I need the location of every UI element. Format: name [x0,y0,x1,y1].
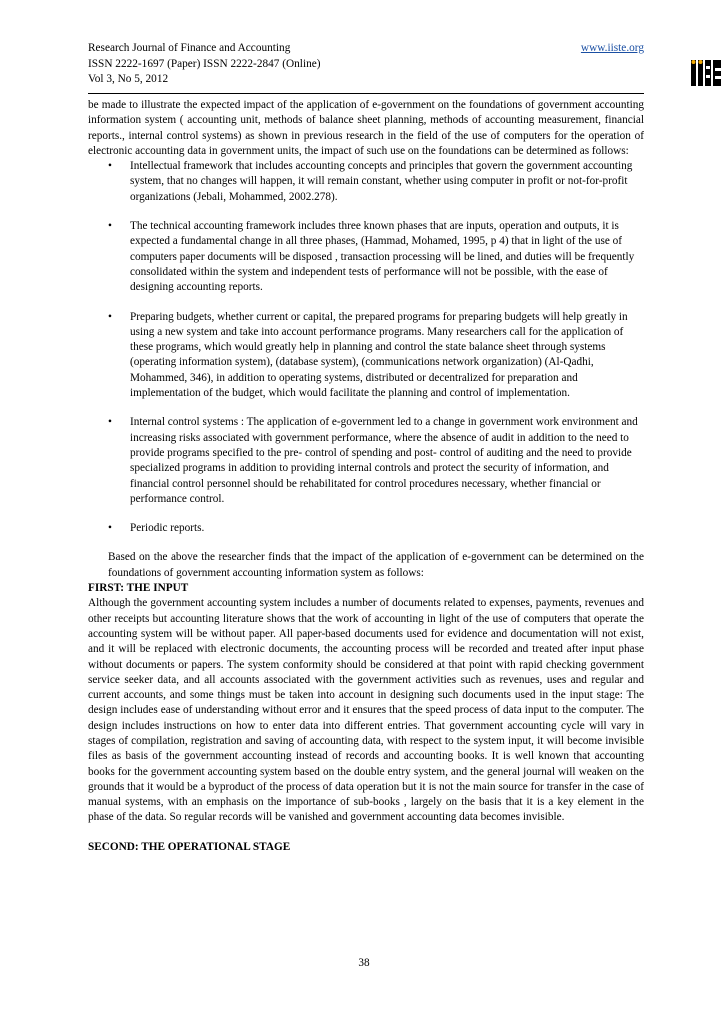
input-section-paragraph: Although the government accounting system includes a number of documents related to expenses, payments, revenues and other receipts but accounting literature shows that the work of accounting in light of the use of computers that operate the accounting system will be without paper. All paper-based documents used for evidence and documentation will not exist, and it will be replaced with electronic documents, the accounting process will be recorded and treated after input phase without documents or papers. The system conformity should be considered at that point with rapid checking government service seeker data, and all accounts associated with the government activities such as revenues, uses and regular and current accounts, and some things must be taken into account in designing such documents used in the input stage: The design includes ease of understanding without error and it ensures that the speed process of data input to the computer. The design includes instructions on how to enter data into different entries. That government accounting cycle will vary in stages of compilation, registration and saving of accounting data, with respect to the system input, it will become invisible files as basis of the government accounting instead of records and accounting books. It is well known that accounting books for the government accounting system based on the double entry system, and the general journal will weaken on the grounds that it would be a byproduct of the process of data operation but it is not the main source for transfer in the case of manual systems, with an emphasis on the importance of sub-books , largely on the basis that it is a key element in the phase of the data. So regular records will be vanished and government accounting data becomes invisible. [88,597,644,824]
section-heading-input: FIRST: THE INPUT [88,582,189,595]
bullet-icon: • [108,220,112,233]
page-number: 38 [358,957,370,969]
list-item: • The technical accounting framework includes three known phases that are inputs, operation and outputs, it is expected a fundamental change in all three phases, (Hammad, Mohamed, 1995, p 4) that in light of the use of computers paper documents will be disposed , transaction processing will be lined, and duties will be frequently consolidated within the system and independent tests of performance will not be possible, with the ease of designing accounting reports. [108,220,635,294]
article-body [88,98,644,855]
bullet-icon: • [108,522,112,535]
list-item: • Intellectual framework that includes accounting concepts and principles that govern the government accounting system, that no changes will happen, it will remain constant, whether using computer in profit or not-for-profit organizations (Jebali, Mohammed, 2002.278). [108,160,633,203]
header-rule [88,93,644,94]
list-item: • Internal control systems : The application of e-government led to a change in government work environment and increasing risks associated with government performance, where the absence of audit in addition to the need to provide programs specified to the pre- control of spending and post- control of auditing and the need to provide specialized programs in addition to providing internal controls and protect the security of information, and financial control personnel should be rehabilitated for control procedures necessary, whether financial or performance control. [108,416,638,505]
journal-title: Research Journal of Finance and Accounting [88,42,291,54]
list-item: • Periodic reports. [88,521,644,536]
bullet-icon: • [108,160,112,173]
volume-line: Vol 3, No 5, 2012 [88,73,169,85]
bullet-list [88,159,644,536]
intro-paragraph: be made to illustrate the expected impact of the application of e-government on the foundations of government accounting information system ( accounting unit, methods of balance sheet planning, methods of accounting measurement, financial reports., internal control systems) as shown in previous research in the field of the use of computers for the operation of electronic accounting data in government units, the impact of such use on the foundations can be determined as follows: [88,99,644,157]
bullet-icon: • [108,310,112,323]
journal-header [88,41,644,88]
svg-text:IISTE: IISTE [706,74,709,75]
website-link[interactable]: www.iiste.org [580,42,644,54]
iiste-logo [690,58,722,88]
conclusion-paragraph: Based on the above the researcher finds that the impact of the application of e-government can be determined on the foundations of government accounting information system as follows: [108,551,644,579]
section-heading-operational: SECOND: THE OPERATIONAL STAGE [88,840,291,853]
bullet-icon: • [108,416,112,429]
issn-line: ISSN 2222-1697 (Paper) ISSN 2222-2847 (Online) [88,57,321,70]
list-item: • Preparing budgets, whether current or capital, the prepared programs for preparing budgets will help greatly in using a new system and take into account performance programs. Many researchers call for the application of these programs, which would greatly help in planning and control the state balance sheet through systems (operating information system), (database system), (communications network organization) (Al-Qadhi, Mohammed, 346), in addition to operating systems, distributed or decentralized for preparation and implementation of the budget, which would facilitate the planning and control of implementation. [108,310,628,400]
